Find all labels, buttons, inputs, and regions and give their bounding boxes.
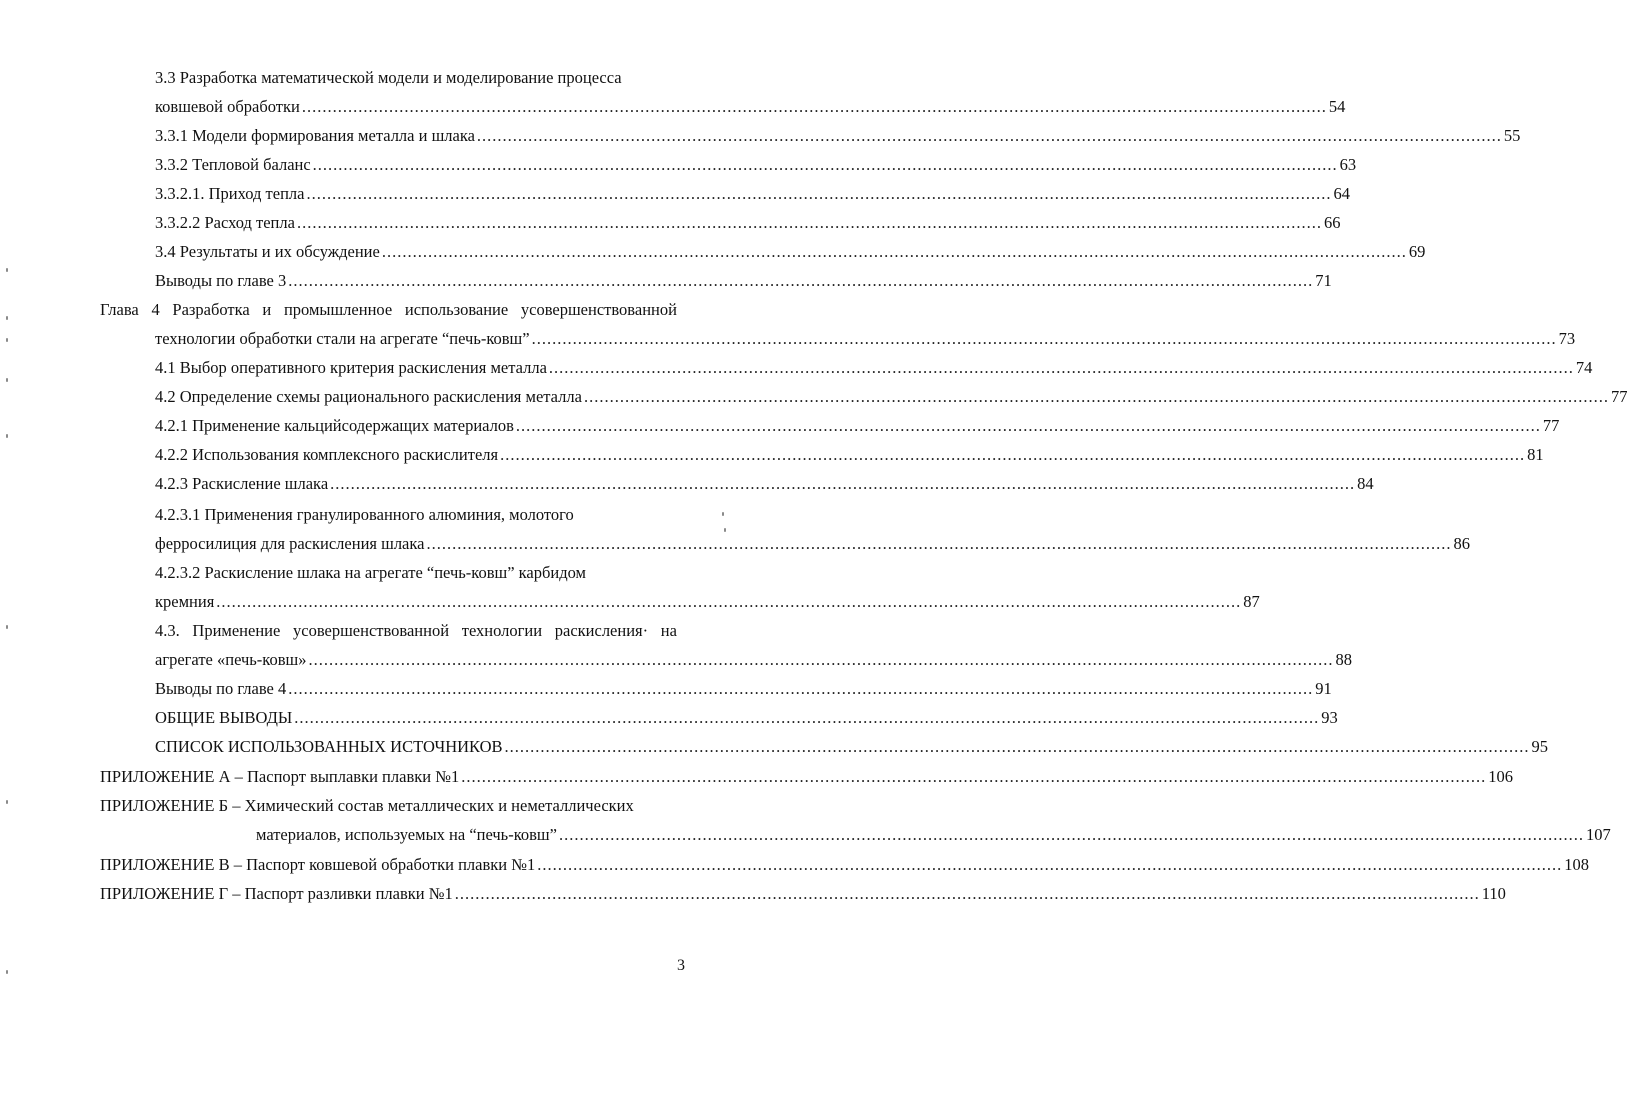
toc-page-number: 93 [1321,708,1338,727]
toc-entry-4-2 [155,387,1627,407]
leader-dots: ........................................................................................................................................................................................................ [288,271,1314,290]
toc-entry-appendix-g [100,884,1506,904]
leader-dots: ........................................................................................................................................................................................................ [381,242,1407,261]
toc-title: 3.3.1 Модели формирования металла и шлака [155,126,475,145]
leader-dots: ........................................................................................................................................................................................................ [537,855,1563,874]
leader-dots: ........................................................................................................................................................................................................ [504,737,1530,756]
toc-page-number: 54 [1328,97,1346,116]
scan-speck [6,338,8,342]
toc-entry-chapter-4 [155,329,1576,349]
toc-page-number: 77 [1542,416,1560,435]
toc-entry-3-3-line1: 3.3 Разработка математической модели и моделирование процесса [155,68,622,87]
word: на [660,621,677,640]
word: технологии [461,621,543,640]
toc-page-number: 107 [1585,825,1611,844]
toc-page-number: 87 [1243,592,1260,611]
toc-title: 3.4 Результаты и их обсуждение [155,242,380,261]
scan-speck [6,378,8,382]
toc-page-number: 81 [1527,445,1544,464]
scan-speck [6,800,8,804]
leader-dots: ........................................................................................................................................................................................................ [296,213,1322,232]
leader-dots: ........................................................................................................................................................................................................ [500,445,1526,464]
toc-page-number: 106 [1488,767,1513,786]
scan-speck [6,316,8,320]
word: Разработка [172,300,250,319]
toc-page-number: 108 [1564,855,1589,874]
leader-dots: ........................................................................................................................................................................................................ [308,650,1334,669]
toc-entry-3-3-1 [155,126,1521,146]
toc-page-number: 71 [1315,271,1332,290]
toc-entry-4-2-2 [155,445,1544,465]
toc-page-number: 64 [1333,184,1350,203]
word: 4 [151,300,160,319]
leader-dots: ........................................................................................................................................................................................................ [476,126,1502,145]
toc-entry-3-4 [155,242,1426,262]
toc-page-number: 73 [1558,329,1576,348]
toc-title: 4.2.2 Использования комплексного раскислителя [155,445,499,464]
toc-title: 4.1 Выбор оперативного критерия раскисления металла [155,358,547,377]
toc-title: 3.3.2.1. Приход тепла [155,184,305,203]
toc-entry-4-2-3-2-line1: 4.2.3.2 Раскисление шлака на агрегате “печь-ковш” карбидом [155,563,586,582]
toc-entry-4-2-3-1-line1: 4.2.3.1 Применения гранулированного алюминия, молотого [155,505,574,524]
toc-entry-4-3-line1 [155,621,677,641]
leader-dots: ........................................................................................................................................................................................................ [216,592,1242,611]
toc-entry-conclusions-ch3 [155,271,1332,291]
toc-entry-appendix-b [256,825,1611,845]
toc-entry-references [155,737,1549,757]
toc-title: ПРИЛОЖЕНИЕ Г – Паспорт разливки плавки №1 [100,884,453,903]
toc-page-number: 88 [1335,650,1352,669]
toc-title: агрегате «печь-ковш» [155,650,307,669]
toc-entry-appendix-b-line1: ПРИЛОЖЕНИЕ Б – Химический состав металлических и неметаллических [100,796,634,815]
scan-speck [6,970,8,974]
toc-title: 3.3.2.2 Расход тепла [155,213,295,232]
leader-dots: ........................................................................................................................................................................................................ [288,679,1314,698]
toc-page-number: 91 [1315,679,1332,698]
leader-dots: ........................................................................................................................................................................................................ [531,329,1557,348]
toc-title: кремния [155,592,215,611]
toc-page-number: 69 [1408,242,1426,261]
leader-dots: ........................................................................................................................................................................................................ [515,416,1541,435]
toc-title: СПИСОК ИСПОЛЬЗОВАННЫХ ИСТОЧНИКОВ [155,737,503,756]
toc-entry-4-2-3 [155,474,1374,494]
leader-dots: ........................................................................................................................................................................................................ [461,767,1487,786]
toc-entry-3-3-2-2 [155,213,1341,233]
toc-entry-chapter-4-line1 [100,300,677,320]
toc-entry-general-conclusions [155,708,1338,728]
scan-speck [722,512,724,516]
toc-entry-4-2-3-1 [155,534,1470,554]
leader-dots: ........................................................................................................................................................................................................ [312,155,1338,174]
word: 4.3. [155,621,180,640]
word: Применение [192,621,281,640]
toc-entry-4-2-3-2 [155,592,1260,612]
word: промышленное [283,300,393,319]
toc-title: ОБЩИЕ ВЫВОДЫ [155,708,293,727]
leader-dots: ........................................................................................................................................................................................................ [426,534,1452,553]
leader-dots: ........................................................................................................................................................................................................ [294,708,1320,727]
toc-entry-appendix-v [100,855,1589,875]
leader-dots: ........................................................................................................................................................................................................ [454,884,1480,903]
scan-speck [6,268,8,272]
leader-dots: ........................................................................................................................................................................................................ [548,358,1574,377]
leader-dots: ........................................................................................................................................................................................................ [558,825,1584,844]
toc-title: 4.2.1 Применение кальцийсодержащих материалов [155,416,514,435]
leader-dots: ........................................................................................................................................................................................................ [330,474,1356,493]
toc-title: технологии обработки стали на агрегате “печь-ковш” [155,329,530,348]
word: раскисления· [554,621,649,640]
toc-title: Выводы по главе 3 [155,271,287,290]
toc-title: материалов, используемых на “печь-ковш” [256,825,557,844]
word: Глава [100,300,139,319]
toc-title: 4.2 Определение схемы рационального раскисления металла [155,387,582,406]
toc-entry-3-3-2 [155,155,1357,175]
page-number: 3 [677,957,685,974]
toc-title: ПРИЛОЖЕНИЕ В – Паспорт ковшевой обработки плавки №1 [100,855,536,874]
toc-title: ковшевой обработки [155,97,300,116]
toc-entry-conclusions-ch4 [155,679,1332,699]
toc-entry-3-3-2-1 [155,184,1350,204]
leader-dots: ........................................................................................................................................................................................................ [306,184,1332,203]
toc-title: Выводы по главе 4 [155,679,287,698]
toc-title: ферросилиция для раскисления шлака [155,534,425,553]
word: усовершенствованной [520,300,677,319]
toc-page-number: 95 [1531,737,1549,756]
toc-entry-4-1 [155,358,1593,378]
toc-entry-3-3 [155,97,1346,117]
word: усовершенствованной [293,621,450,640]
toc-page-number: 66 [1323,213,1341,232]
toc-page-number: 84 [1357,474,1374,493]
leader-dots: ........................................................................................................................................................................................................ [583,387,1609,406]
toc-entry-4-3 [155,650,1352,670]
toc-page-number: 110 [1481,884,1506,903]
toc-page-number: 86 [1453,534,1470,553]
toc-title: 4.2.3 Раскисление шлака [155,474,329,493]
word: использование [404,300,509,319]
toc-page-number: 63 [1339,155,1357,174]
toc-title: 3.3.2 Тепловой баланс [155,155,311,174]
word: и [262,300,272,319]
toc-page-number: 74 [1575,358,1593,377]
toc-entry-appendix-a [100,767,1513,787]
scan-speck [724,528,726,532]
scan-speck [6,434,8,438]
toc-page-number: 77 [1610,387,1627,406]
toc-entry-4-2-1 [155,416,1560,436]
toc-page-number: 55 [1503,126,1521,145]
leader-dots: ........................................................................................................................................................................................................ [301,97,1327,116]
toc-title: ПРИЛОЖЕНИЕ А – Паспорт выплавки плавки №1 [100,767,460,786]
scan-speck [6,625,8,629]
